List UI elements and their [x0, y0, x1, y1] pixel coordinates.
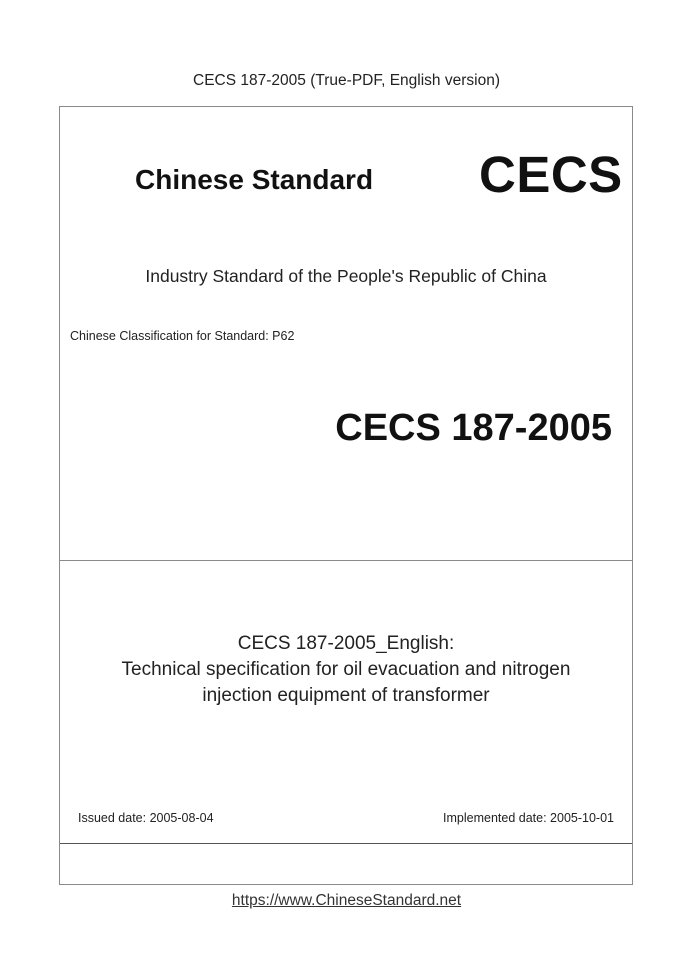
standard-number: CECS 187-2005: [335, 407, 612, 449]
classification: Chinese Classification for Standard: P62: [70, 329, 295, 343]
cover-frame: [59, 106, 633, 885]
title-line: Technical specification for oil evacuation and nitrogen: [121, 659, 571, 680]
page-header: CECS 187-2005 (True-PDF, English version): [193, 72, 500, 89]
title-line: CECS 187-2005_English:: [237, 633, 455, 654]
subtitle: Industry Standard of the People's Republic of China: [145, 266, 547, 286]
cover-top-panel: [60, 107, 632, 561]
brand-text: Chinese Standard: [135, 164, 374, 195]
cover-bottom-panel: [60, 844, 632, 884]
issued-date: Issued date: 2005-08-04: [78, 811, 214, 825]
website-link[interactable]: https://www.ChineseStandard.net: [231, 892, 462, 909]
implemented-date: Implemented date: 2005-10-01: [443, 811, 614, 825]
document-title: [60, 631, 632, 709]
cover-title-panel: [60, 561, 632, 844]
title-line: injection equipment of transformer: [202, 685, 490, 706]
brand-mark: CECS: [479, 146, 623, 203]
